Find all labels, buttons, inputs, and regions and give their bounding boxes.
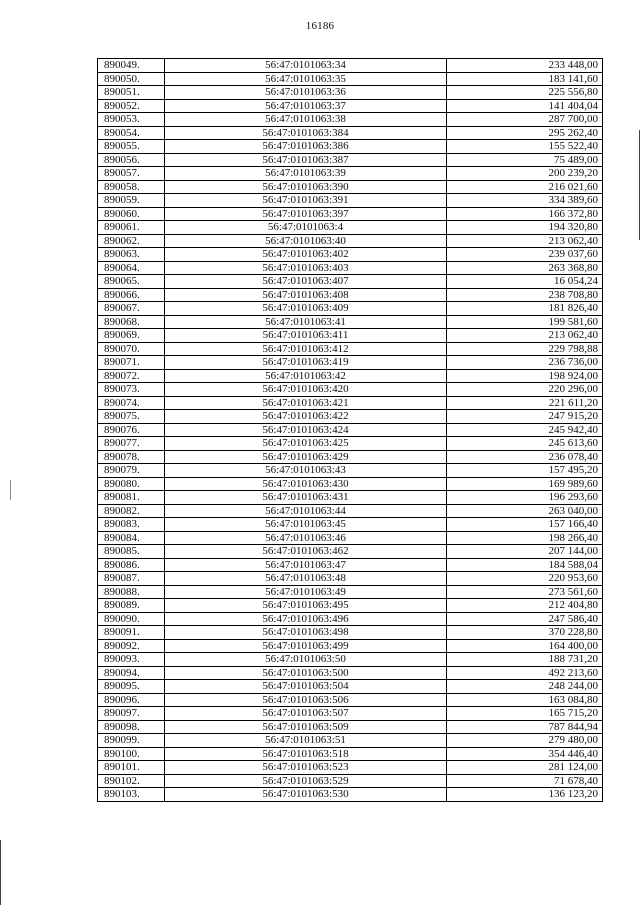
table-row (98, 140, 603, 154)
table-row (98, 167, 603, 181)
cadastral-number-cell: 56:47:0101063:409 (165, 302, 447, 316)
cadastral-number-cell: 56:47:0101063:424 (165, 423, 447, 437)
cadastral-value-cell: 196 293,60 (447, 491, 603, 505)
row-number-cell: 890073. (98, 383, 165, 397)
row-number-cell: 890086. (98, 558, 165, 572)
row-number-cell: 890058. (98, 180, 165, 194)
row-number-cell: 890077. (98, 437, 165, 451)
cadastral-number-cell: 56:47:0101063:506 (165, 693, 447, 707)
cadastral-value-cell: 238 708,80 (447, 288, 603, 302)
table-row (98, 410, 603, 424)
cadastral-value-cell: 155 522,40 (447, 140, 603, 154)
cadastral-value-cell: 492 213,60 (447, 666, 603, 680)
cadastral-value-cell: 236 078,40 (447, 450, 603, 464)
row-number-cell: 890070. (98, 342, 165, 356)
cadastral-value-cell: 166 372,80 (447, 207, 603, 221)
cadastral-number-cell: 56:47:0101063:44 (165, 504, 447, 518)
row-number-cell: 890064. (98, 261, 165, 275)
cadastral-number-cell: 56:47:0101063:47 (165, 558, 447, 572)
cadastral-number-cell: 56:47:0101063:408 (165, 288, 447, 302)
cadastral-number-cell: 56:47:0101063:412 (165, 342, 447, 356)
cadastral-number-cell: 56:47:0101063:42 (165, 369, 447, 383)
cadastral-value-cell: 157 166,40 (447, 518, 603, 532)
table-row (98, 774, 603, 788)
row-number-cell: 890057. (98, 167, 165, 181)
table-row (98, 383, 603, 397)
cadastral-number-cell: 56:47:0101063:509 (165, 720, 447, 734)
row-number-cell: 890051. (98, 86, 165, 100)
row-number-cell: 890096. (98, 693, 165, 707)
cadastral-value-cell: 188 731,20 (447, 653, 603, 667)
row-number-cell: 890101. (98, 761, 165, 775)
cadastral-number-cell: 56:47:0101063:507 (165, 707, 447, 721)
table-row (98, 126, 603, 140)
table-row (98, 437, 603, 451)
table-row (98, 72, 603, 86)
table-row (98, 680, 603, 694)
cadastral-value-cell: 354 446,40 (447, 747, 603, 761)
table-row (98, 626, 603, 640)
row-number-cell: 890099. (98, 734, 165, 748)
cadastral-number-cell: 56:47:0101063:420 (165, 383, 447, 397)
cadastral-value-cell: 263 040,00 (447, 504, 603, 518)
cadastral-number-cell: 56:47:0101063:43 (165, 464, 447, 478)
cadastral-number-cell: 56:47:0101063:518 (165, 747, 447, 761)
row-number-cell: 890095. (98, 680, 165, 694)
table-row (98, 693, 603, 707)
row-number-cell: 890050. (98, 72, 165, 86)
table-row (98, 342, 603, 356)
row-number-cell: 890072. (98, 369, 165, 383)
cadastral-number-cell: 56:47:0101063:4 (165, 221, 447, 235)
table-row (98, 248, 603, 262)
row-number-cell: 890067. (98, 302, 165, 316)
cadastral-number-cell: 56:47:0101063:36 (165, 86, 447, 100)
cadastral-number-cell: 56:47:0101063:419 (165, 356, 447, 370)
row-number-cell: 890053. (98, 113, 165, 127)
cadastral-number-cell: 56:47:0101063:430 (165, 477, 447, 491)
cadastral-number-cell: 56:47:0101063:504 (165, 680, 447, 694)
table-row (98, 99, 603, 113)
table-row (98, 720, 603, 734)
table-row (98, 653, 603, 667)
table-row (98, 707, 603, 721)
table-row (98, 207, 603, 221)
cadastral-number-cell: 56:47:0101063:40 (165, 234, 447, 248)
cadastral-value-cell: 183 141,60 (447, 72, 603, 86)
cadastral-number-cell: 56:47:0101063:39 (165, 167, 447, 181)
table-row (98, 450, 603, 464)
cadastral-number-cell: 56:47:0101063:530 (165, 788, 447, 802)
table-row (98, 491, 603, 505)
row-number-cell: 890063. (98, 248, 165, 262)
row-number-cell: 890065. (98, 275, 165, 289)
row-number-cell: 890083. (98, 518, 165, 532)
row-number-cell: 890084. (98, 531, 165, 545)
row-number-cell: 890062. (98, 234, 165, 248)
table-row (98, 86, 603, 100)
cadastral-value-cell: 245 613,60 (447, 437, 603, 451)
row-number-cell: 890054. (98, 126, 165, 140)
row-number-cell: 890074. (98, 396, 165, 410)
table-row (98, 302, 603, 316)
cadastral-number-cell: 56:47:0101063:462 (165, 545, 447, 559)
cadastral-value-cell: 198 266,40 (447, 531, 603, 545)
scan-edge-mark (0, 840, 1, 905)
table-row (98, 288, 603, 302)
cadastral-number-cell: 56:47:0101063:41 (165, 315, 447, 329)
row-number-cell: 890093. (98, 653, 165, 667)
row-number-cell: 890088. (98, 585, 165, 599)
row-number-cell: 890090. (98, 612, 165, 626)
table-row (98, 518, 603, 532)
row-number-cell: 890082. (98, 504, 165, 518)
cadastral-number-cell: 56:47:0101063:391 (165, 194, 447, 208)
table-row (98, 275, 603, 289)
cadastral-number-cell: 56:47:0101063:49 (165, 585, 447, 599)
cadastral-number-cell: 56:47:0101063:387 (165, 153, 447, 167)
table-row (98, 639, 603, 653)
row-number-cell: 890100. (98, 747, 165, 761)
table-row (98, 585, 603, 599)
cadastral-number-cell: 56:47:0101063:411 (165, 329, 447, 343)
cadastral-value-cell: 247 586,40 (447, 612, 603, 626)
cadastral-number-cell: 56:47:0101063:529 (165, 774, 447, 788)
row-number-cell: 890055. (98, 140, 165, 154)
cadastral-number-cell: 56:47:0101063:50 (165, 653, 447, 667)
table-row (98, 734, 603, 748)
cadastral-value-cell: 165 715,20 (447, 707, 603, 721)
row-number-cell: 890102. (98, 774, 165, 788)
cadastral-number-cell: 56:47:0101063:35 (165, 72, 447, 86)
row-number-cell: 890080. (98, 477, 165, 491)
cadastral-value-cell: 247 915,20 (447, 410, 603, 424)
table-row (98, 612, 603, 626)
row-number-cell: 890089. (98, 599, 165, 613)
cadastral-number-cell: 56:47:0101063:37 (165, 99, 447, 113)
table-row (98, 261, 603, 275)
table-row (98, 153, 603, 167)
row-number-cell: 890068. (98, 315, 165, 329)
cadastral-value-cell: 370 228,80 (447, 626, 603, 640)
cadastral-value-cell: 212 404,80 (447, 599, 603, 613)
row-number-cell: 890052. (98, 99, 165, 113)
row-number-cell: 890079. (98, 464, 165, 478)
cadastral-value-cell: 207 144,00 (447, 545, 603, 559)
cadastral-value-cell: 239 037,60 (447, 248, 603, 262)
cadastral-value-cell: 71 678,40 (447, 774, 603, 788)
scan-mark (10, 480, 11, 500)
cadastral-value-cell: 287 700,00 (447, 113, 603, 127)
table-row (98, 531, 603, 545)
cadastral-number-cell: 56:47:0101063:429 (165, 450, 447, 464)
cadastral-number-cell: 56:47:0101063:51 (165, 734, 447, 748)
table-row (98, 545, 603, 559)
table-row (98, 423, 603, 437)
row-number-cell: 890056. (98, 153, 165, 167)
cadastral-number-cell: 56:47:0101063:38 (165, 113, 447, 127)
cadastral-value-cell: 16 054,24 (447, 275, 603, 289)
cadastral-value-cell: 194 320,80 (447, 221, 603, 235)
cadastral-value-cell: 213 062,40 (447, 234, 603, 248)
table-row (98, 464, 603, 478)
cadastral-number-cell: 56:47:0101063:500 (165, 666, 447, 680)
table-body (98, 59, 603, 802)
table-row (98, 329, 603, 343)
cadastral-number-cell: 56:47:0101063:45 (165, 518, 447, 532)
cadastral-value-cell: 199 581,60 (447, 315, 603, 329)
table-row (98, 194, 603, 208)
table-row (98, 666, 603, 680)
cadastral-number-cell: 56:47:0101063:425 (165, 437, 447, 451)
cadastral-number-cell: 56:47:0101063:403 (165, 261, 447, 275)
table-row (98, 396, 603, 410)
page-number: 16186 (305, 20, 335, 32)
cadastral-value-cell: 295 262,40 (447, 126, 603, 140)
row-number-cell: 890081. (98, 491, 165, 505)
cadastral-value-cell: 198 924,00 (447, 369, 603, 383)
cadastral-value-cell: 229 798,88 (447, 342, 603, 356)
cadastral-number-cell: 56:47:0101063:422 (165, 410, 447, 424)
table-row (98, 788, 603, 802)
table-row (98, 221, 603, 235)
table-row (98, 599, 603, 613)
row-number-cell: 890098. (98, 720, 165, 734)
row-number-cell: 890059. (98, 194, 165, 208)
cadastral-value-cell: 220 296,00 (447, 383, 603, 397)
row-number-cell: 890087. (98, 572, 165, 586)
table-row (98, 180, 603, 194)
cadastral-value-cell: 181 826,40 (447, 302, 603, 316)
row-number-cell: 890075. (98, 410, 165, 424)
cadastral-value-cell: 169 989,60 (447, 477, 603, 491)
row-number-cell: 890078. (98, 450, 165, 464)
row-number-cell: 890091. (98, 626, 165, 640)
row-number-cell: 890049. (98, 59, 165, 73)
table-row (98, 761, 603, 775)
cadastral-number-cell: 56:47:0101063:498 (165, 626, 447, 640)
cadastral-value-cell: 216 021,60 (447, 180, 603, 194)
table-row (98, 477, 603, 491)
cadastral-value-cell: 213 062,40 (447, 329, 603, 343)
cadastral-value-cell: 248 244,00 (447, 680, 603, 694)
row-number-cell: 890069. (98, 329, 165, 343)
row-number-cell: 890097. (98, 707, 165, 721)
cadastral-value-cell: 245 942,40 (447, 423, 603, 437)
cadastral-number-cell: 56:47:0101063:431 (165, 491, 447, 505)
cadastral-value-cell: 221 611,20 (447, 396, 603, 410)
cadastral-number-cell: 56:47:0101063:46 (165, 531, 447, 545)
cadastral-number-cell: 56:47:0101063:496 (165, 612, 447, 626)
cadastral-value-cell: 157 495,20 (447, 464, 603, 478)
cadastral-value-cell: 136 123,20 (447, 788, 603, 802)
cadastral-number-cell: 56:47:0101063:386 (165, 140, 447, 154)
cadastral-number-cell: 56:47:0101063:523 (165, 761, 447, 775)
cadastral-value-cell: 787 844,94 (447, 720, 603, 734)
cadastral-value-cell: 220 953,60 (447, 572, 603, 586)
row-number-cell: 890076. (98, 423, 165, 437)
row-number-cell: 890092. (98, 639, 165, 653)
cadastral-number-cell: 56:47:0101063:402 (165, 248, 447, 262)
row-number-cell: 890060. (98, 207, 165, 221)
table-row (98, 504, 603, 518)
cadastral-value-cell: 279 480,00 (447, 734, 603, 748)
cadastral-value-cell: 334 389,60 (447, 194, 603, 208)
cadastral-value-cell: 164 400,00 (447, 639, 603, 653)
row-number-cell: 890103. (98, 788, 165, 802)
cadastral-value-cell: 233 448,00 (447, 59, 603, 73)
table-row (98, 558, 603, 572)
row-number-cell: 890085. (98, 545, 165, 559)
cadastral-number-cell: 56:47:0101063:390 (165, 180, 447, 194)
cadastral-number-cell: 56:47:0101063:48 (165, 572, 447, 586)
table-row (98, 234, 603, 248)
cadastral-value-cell: 225 556,80 (447, 86, 603, 100)
row-number-cell: 890061. (98, 221, 165, 235)
cadastral-number-cell: 56:47:0101063:407 (165, 275, 447, 289)
row-number-cell: 890094. (98, 666, 165, 680)
cadastral-number-cell: 56:47:0101063:397 (165, 207, 447, 221)
cadastral-number-cell: 56:47:0101063:495 (165, 599, 447, 613)
row-number-cell: 890071. (98, 356, 165, 370)
cadastral-value-cell: 200 239,20 (447, 167, 603, 181)
table-row (98, 572, 603, 586)
table-row (98, 59, 603, 73)
cadastral-value-cell: 75 489,00 (447, 153, 603, 167)
cadastral-number-cell: 56:47:0101063:421 (165, 396, 447, 410)
cadastral-value-table (97, 58, 603, 802)
cadastral-number-cell: 56:47:0101063:34 (165, 59, 447, 73)
cadastral-value-cell: 263 368,80 (447, 261, 603, 275)
cadastral-value-cell: 281 124,00 (447, 761, 603, 775)
cadastral-value-cell: 236 736,00 (447, 356, 603, 370)
cadastral-value-cell: 273 561,60 (447, 585, 603, 599)
cadastral-value-cell: 184 588,04 (447, 558, 603, 572)
cadastral-number-cell: 56:47:0101063:499 (165, 639, 447, 653)
cadastral-number-cell: 56:47:0101063:384 (165, 126, 447, 140)
table-row (98, 315, 603, 329)
table-row (98, 356, 603, 370)
cadastral-value-cell: 141 404,04 (447, 99, 603, 113)
table-row (98, 747, 603, 761)
table-row (98, 113, 603, 127)
table-row (98, 369, 603, 383)
row-number-cell: 890066. (98, 288, 165, 302)
cadastral-value-cell: 163 084,80 (447, 693, 603, 707)
